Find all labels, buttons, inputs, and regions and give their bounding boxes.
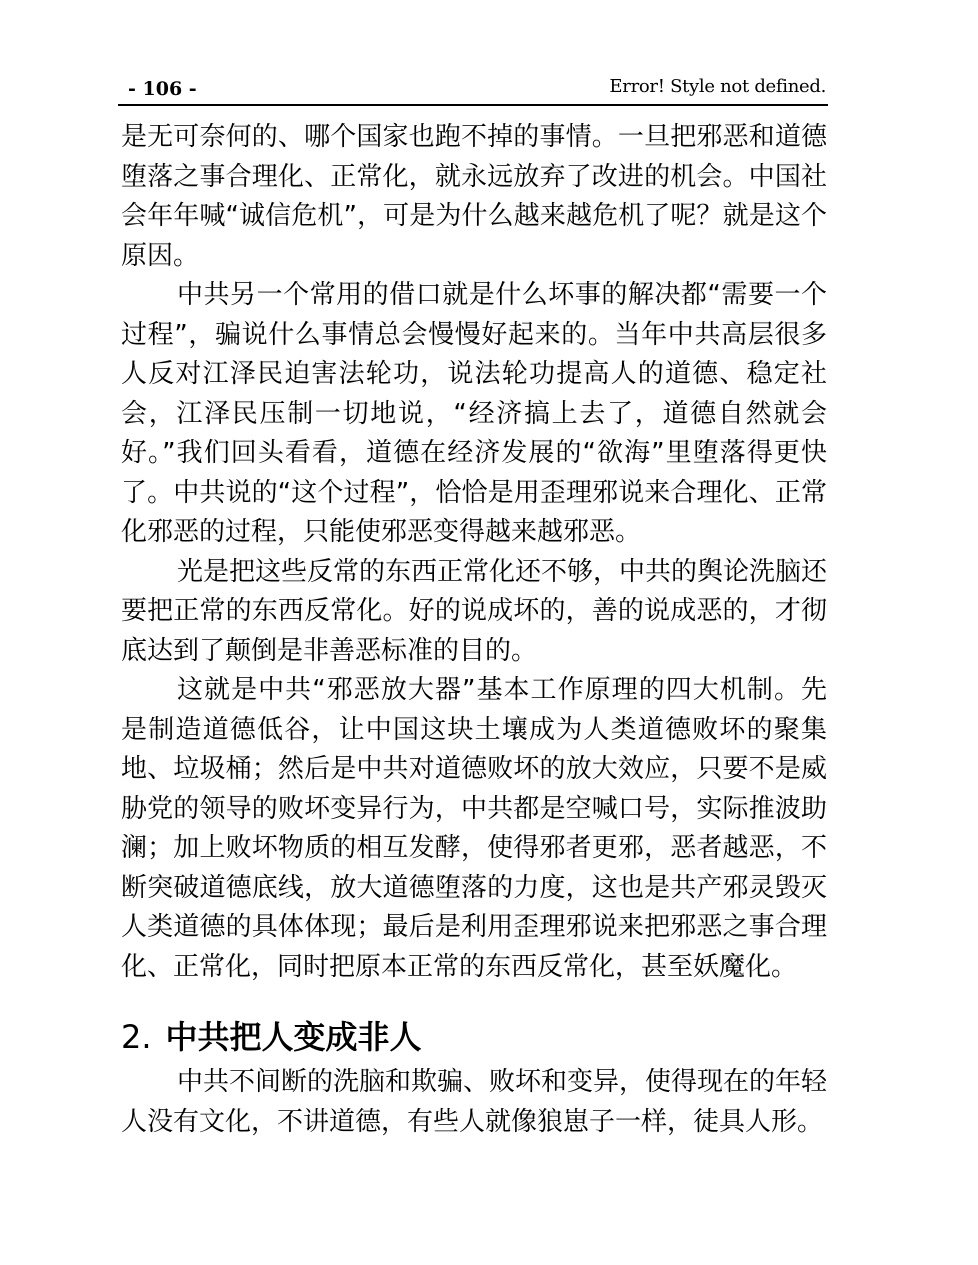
paragraph: 是无可奈何的、哪个国家也跑不掉的事情。一旦把邪恶和道德堕落之事合理化、正常化，就永远放弃了改进的机会。中国社会年年喊“诚信危机”，可是为什么越来越危机了呢？就是这个原因。 (121, 122, 827, 271)
paragraph: 这就是中共“邪恶放大器”基本工作原理的四大机制。先是制造道德低谷，让中国这块土壤成为人类道德败坏的聚集地、垃圾桶；然后是中共对道德败坏的放大效应，只要不是威胁党的领导的败坏变异行为，中共都是空喊口号，实际推波助澜；加上败坏物质的相互发酵，使得邪者更邪，恶者越恶，不断突破道德底线，放大道德堕落的力度，这也是共产邪灵毁灭人类道德的具体体现；最后是利用歪理邪说来把邪恶之事合理化、正常化，同时把原本正常的东西反常化，甚至妖魔化。 (121, 675, 827, 982)
body-text (121, 118, 827, 1142)
page-number: - 106 - (128, 78, 197, 100)
running-head: Error! Style not defined. (609, 76, 826, 97)
paragraph: 中共另一个常用的借口就是什么坏事的解决都“需要一个过程”，骗说什么事情总会慢慢好起来的。当年中共高层很多人反对江泽民迫害法轮功，说法轮功提高人的道德、稳定社会，江泽民压制一切地说，“经济搞上去了，道德自然就会好。”我们回头看看，道德在经济发展的“欲海”里堕落得更快了。中共说的“这个过程”，恰恰是用歪理邪说来合理化、正常化邪恶的过程，只能使邪恶变得越来越邪恶。 (121, 280, 827, 547)
section-title: 中共把人变成非人 (165, 1018, 422, 1056)
section-heading (121, 1013, 827, 1061)
paragraph: 光是把这些反常的东西正常化还不够，中共的舆论洗脑还要把正常的东西反常化。好的说成坏的，善的说成恶的，才彻底达到了颠倒是非善恶标准的目的。 (121, 556, 828, 666)
section-number: 2. (121, 1018, 152, 1056)
paragraph: 中共不间断的洗脑和欺骗、败坏和变异，使得现在的年轻人没有文化，不讲道德，有些人就像狼崽子一样，徒具人形。 (121, 1067, 828, 1137)
page-header (118, 70, 828, 106)
